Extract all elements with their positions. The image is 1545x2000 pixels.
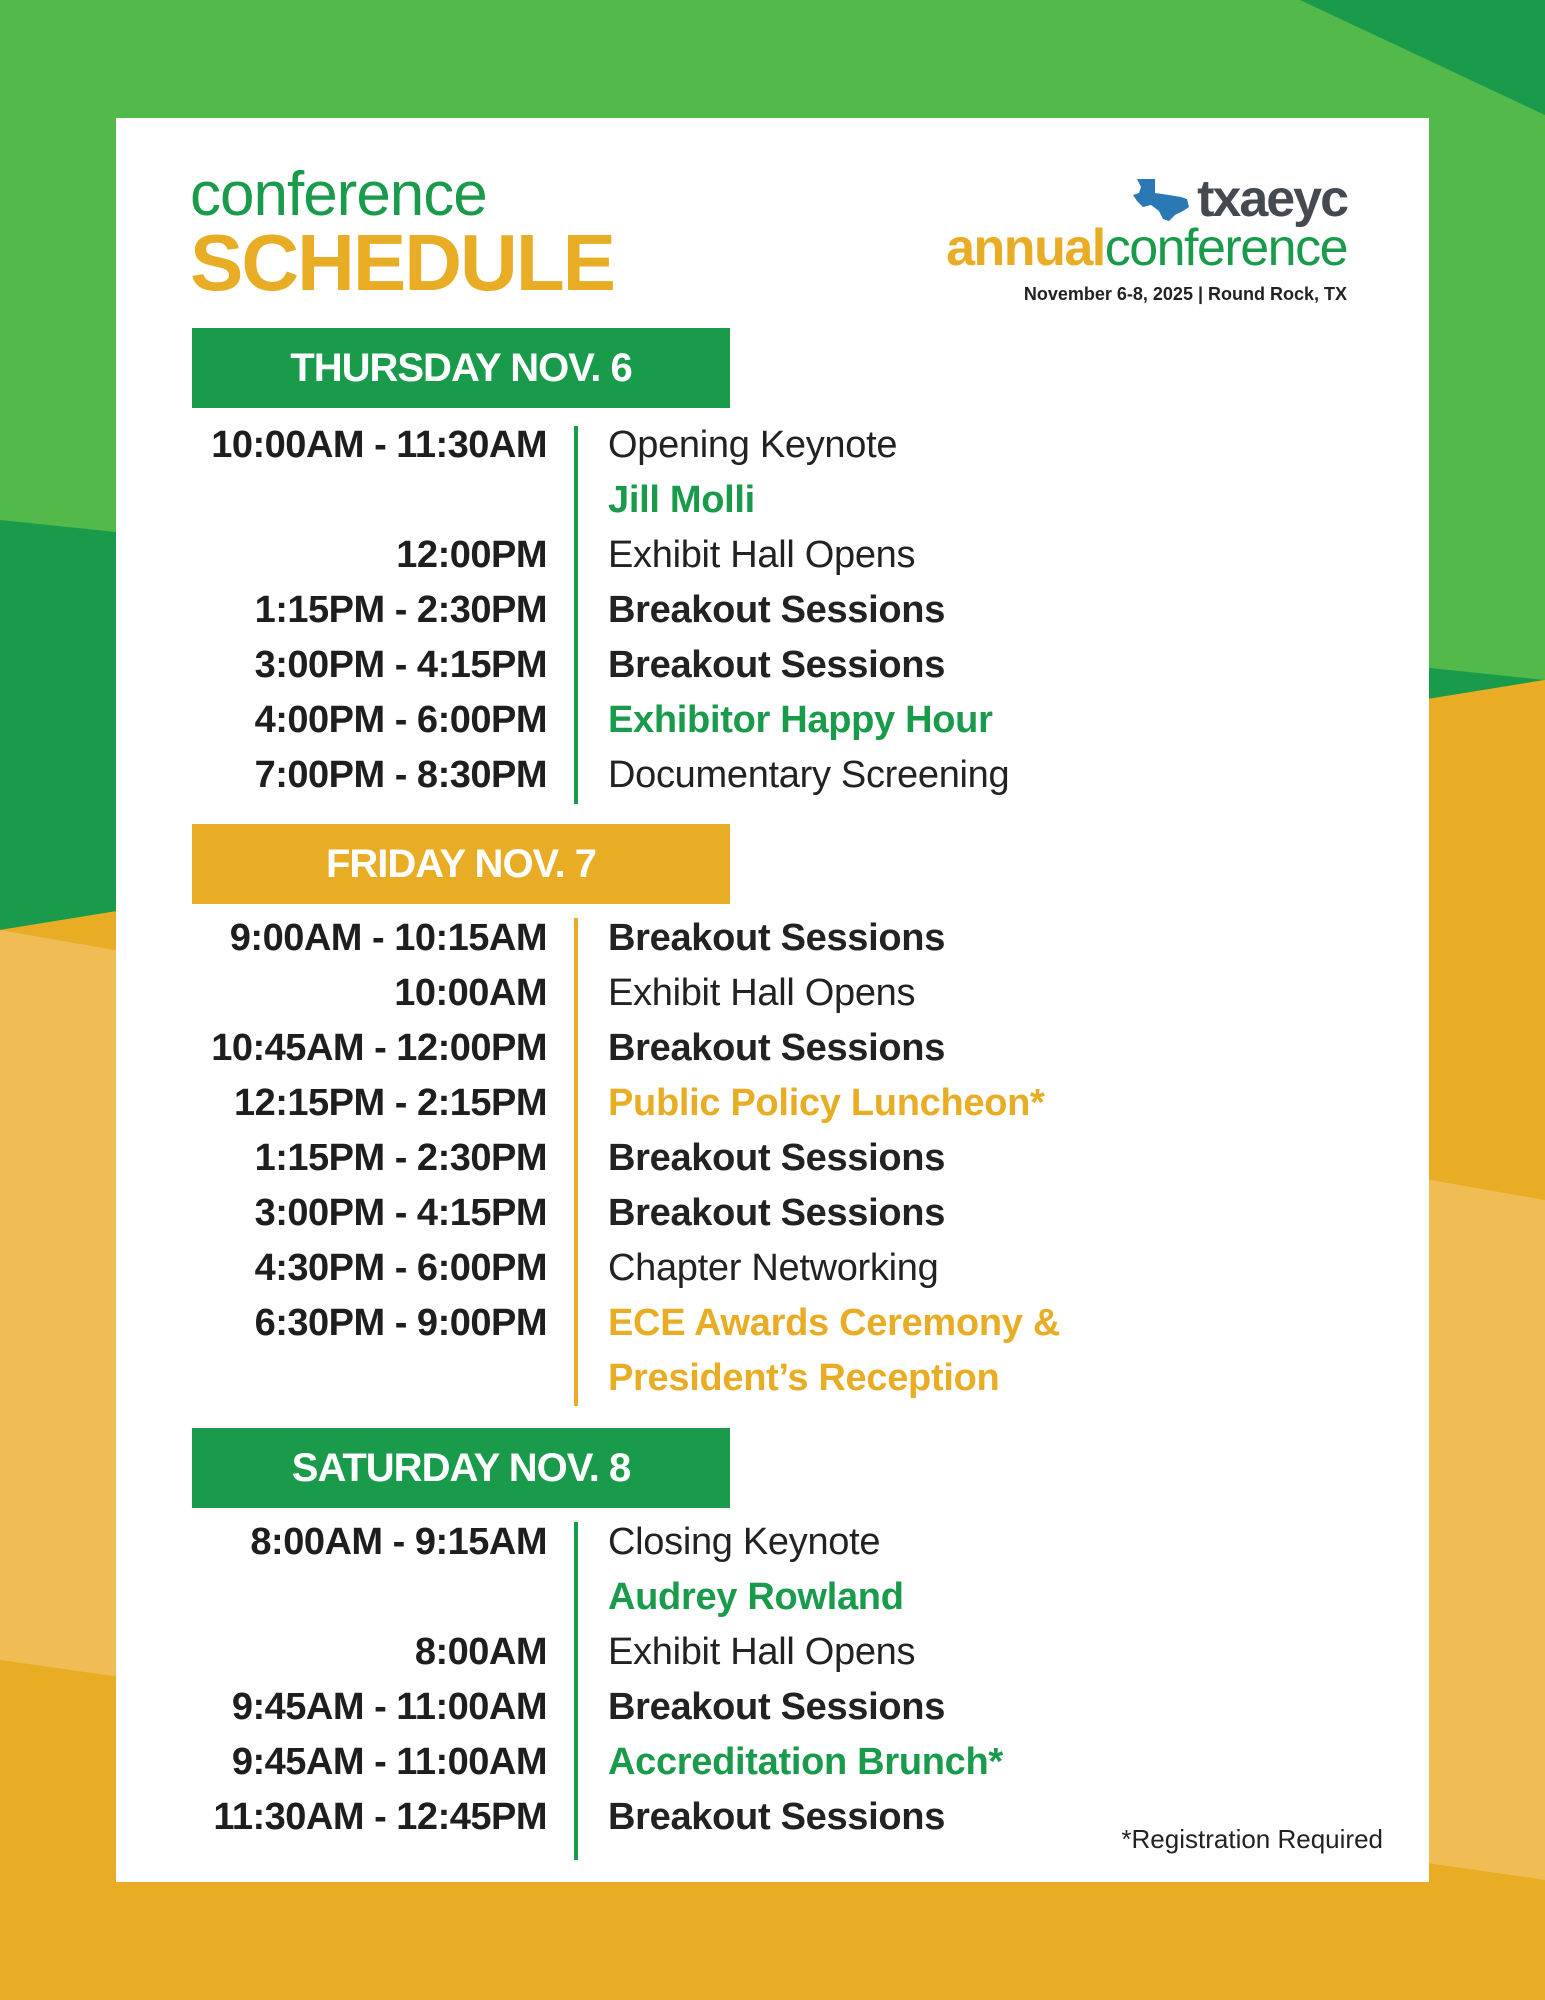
row-event: Breakout Sessions <box>608 644 946 686</box>
logo-conference: conference <box>1104 219 1347 277</box>
schedule-card <box>116 118 1429 1882</box>
day-header-saturday: SATURDAY NOV. 8 <box>192 1428 730 1508</box>
row-time: 8:00AM - 9:15AM <box>250 1521 547 1563</box>
txaeyc-logo <box>946 172 1347 305</box>
row-time: 11:30AM - 12:45PM <box>213 1796 547 1838</box>
schedule-row <box>116 1515 1429 1570</box>
row-time: 6:30PM - 9:00PM <box>254 1302 547 1344</box>
row-event: Exhibit Hall Opens <box>608 1631 916 1673</box>
title-line1: conference <box>190 160 487 229</box>
row-time: 10:00AM <box>394 972 547 1014</box>
title-line2: SCHEDULE <box>190 218 615 307</box>
row-time: 3:00PM - 4:15PM <box>254 1192 547 1234</box>
row-time: 4:00PM - 6:00PM <box>254 699 547 741</box>
row-event: Breakout Sessions <box>608 1796 946 1838</box>
schedule-row <box>116 638 1429 693</box>
schedule-row <box>116 1735 1429 1790</box>
schedule-row <box>116 473 1429 528</box>
row-event: Documentary Screening <box>608 754 1010 796</box>
row-event: Closing Keynote <box>608 1521 881 1563</box>
row-event: Breakout Sessions <box>608 589 946 631</box>
row-time: 12:15PM - 2:15PM <box>233 1082 547 1124</box>
row-event: Exhibit Hall Opens <box>608 972 916 1014</box>
day-header-friday: FRIDAY NOV. 7 <box>192 824 730 904</box>
row-event: Opening Keynote <box>608 424 898 466</box>
row-time: 10:00AM - 11:30AM <box>211 424 547 466</box>
schedule-title <box>190 160 615 307</box>
registration-footnote: *Registration Required <box>1121 1824 1383 1854</box>
row-time: 9:00AM - 10:15AM <box>229 917 547 959</box>
row-event: Accreditation Brunch* <box>608 1741 1003 1783</box>
logo-org-name: txaeyc <box>1197 170 1347 228</box>
row-time: 1:15PM - 2:30PM <box>254 589 547 631</box>
row-event: Chapter Networking <box>608 1247 939 1289</box>
logo-annual: annual <box>946 219 1105 277</box>
schedule-row <box>116 1131 1429 1186</box>
schedule-row <box>116 528 1429 583</box>
schedule-row <box>116 1296 1429 1351</box>
row-time: 4:30PM - 6:00PM <box>254 1247 547 1289</box>
row-time: 1:15PM - 2:30PM <box>254 1137 547 1179</box>
schedule-row <box>116 1076 1429 1131</box>
schedule-row <box>116 1021 1429 1076</box>
row-time: 9:45AM - 11:00AM <box>231 1686 547 1728</box>
row-time: 8:00AM <box>414 1631 547 1673</box>
row-time: 12:00PM <box>396 534 547 576</box>
row-time: 7:00PM - 8:30PM <box>254 754 547 796</box>
row-event: ECE Awards Ceremony & <box>608 1302 1060 1344</box>
schedule-row <box>116 1680 1429 1735</box>
schedule-row <box>116 911 1429 966</box>
row-event: Exhibitor Happy Hour <box>608 699 993 741</box>
logo-dates-location: November 6-8, 2025 | Round Rock, TX <box>1023 284 1347 304</box>
schedule-row <box>116 693 1429 748</box>
row-event: Breakout Sessions <box>608 1027 946 1069</box>
schedule-row <box>116 418 1429 473</box>
row-event: Jill Molli <box>608 479 755 521</box>
schedule-row <box>116 966 1429 1021</box>
row-event: Public Policy Luncheon* <box>608 1082 1045 1124</box>
schedule-row <box>116 748 1429 803</box>
schedule-row <box>116 1351 1429 1406</box>
row-event: Breakout Sessions <box>608 1686 946 1728</box>
row-event: Breakout Sessions <box>608 917 946 959</box>
schedule-row <box>116 583 1429 638</box>
row-event: Breakout Sessions <box>608 1192 946 1234</box>
schedule-row <box>116 1186 1429 1241</box>
row-time: 10:45AM - 12:00PM <box>211 1027 547 1069</box>
day-header-thursday: THURSDAY NOV. 6 <box>192 328 730 408</box>
row-time: 3:00PM - 4:15PM <box>254 644 547 686</box>
schedule-row <box>116 1625 1429 1680</box>
texas-icon <box>1129 175 1193 223</box>
row-time: 9:45AM - 11:00AM <box>231 1741 547 1783</box>
schedule-row <box>116 1570 1429 1625</box>
row-event: Audrey Rowland <box>608 1576 904 1618</box>
row-event: Breakout Sessions <box>608 1137 946 1179</box>
schedule-row <box>116 1241 1429 1296</box>
row-event: Exhibit Hall Opens <box>608 534 916 576</box>
row-event: President’s Reception <box>608 1357 1000 1399</box>
